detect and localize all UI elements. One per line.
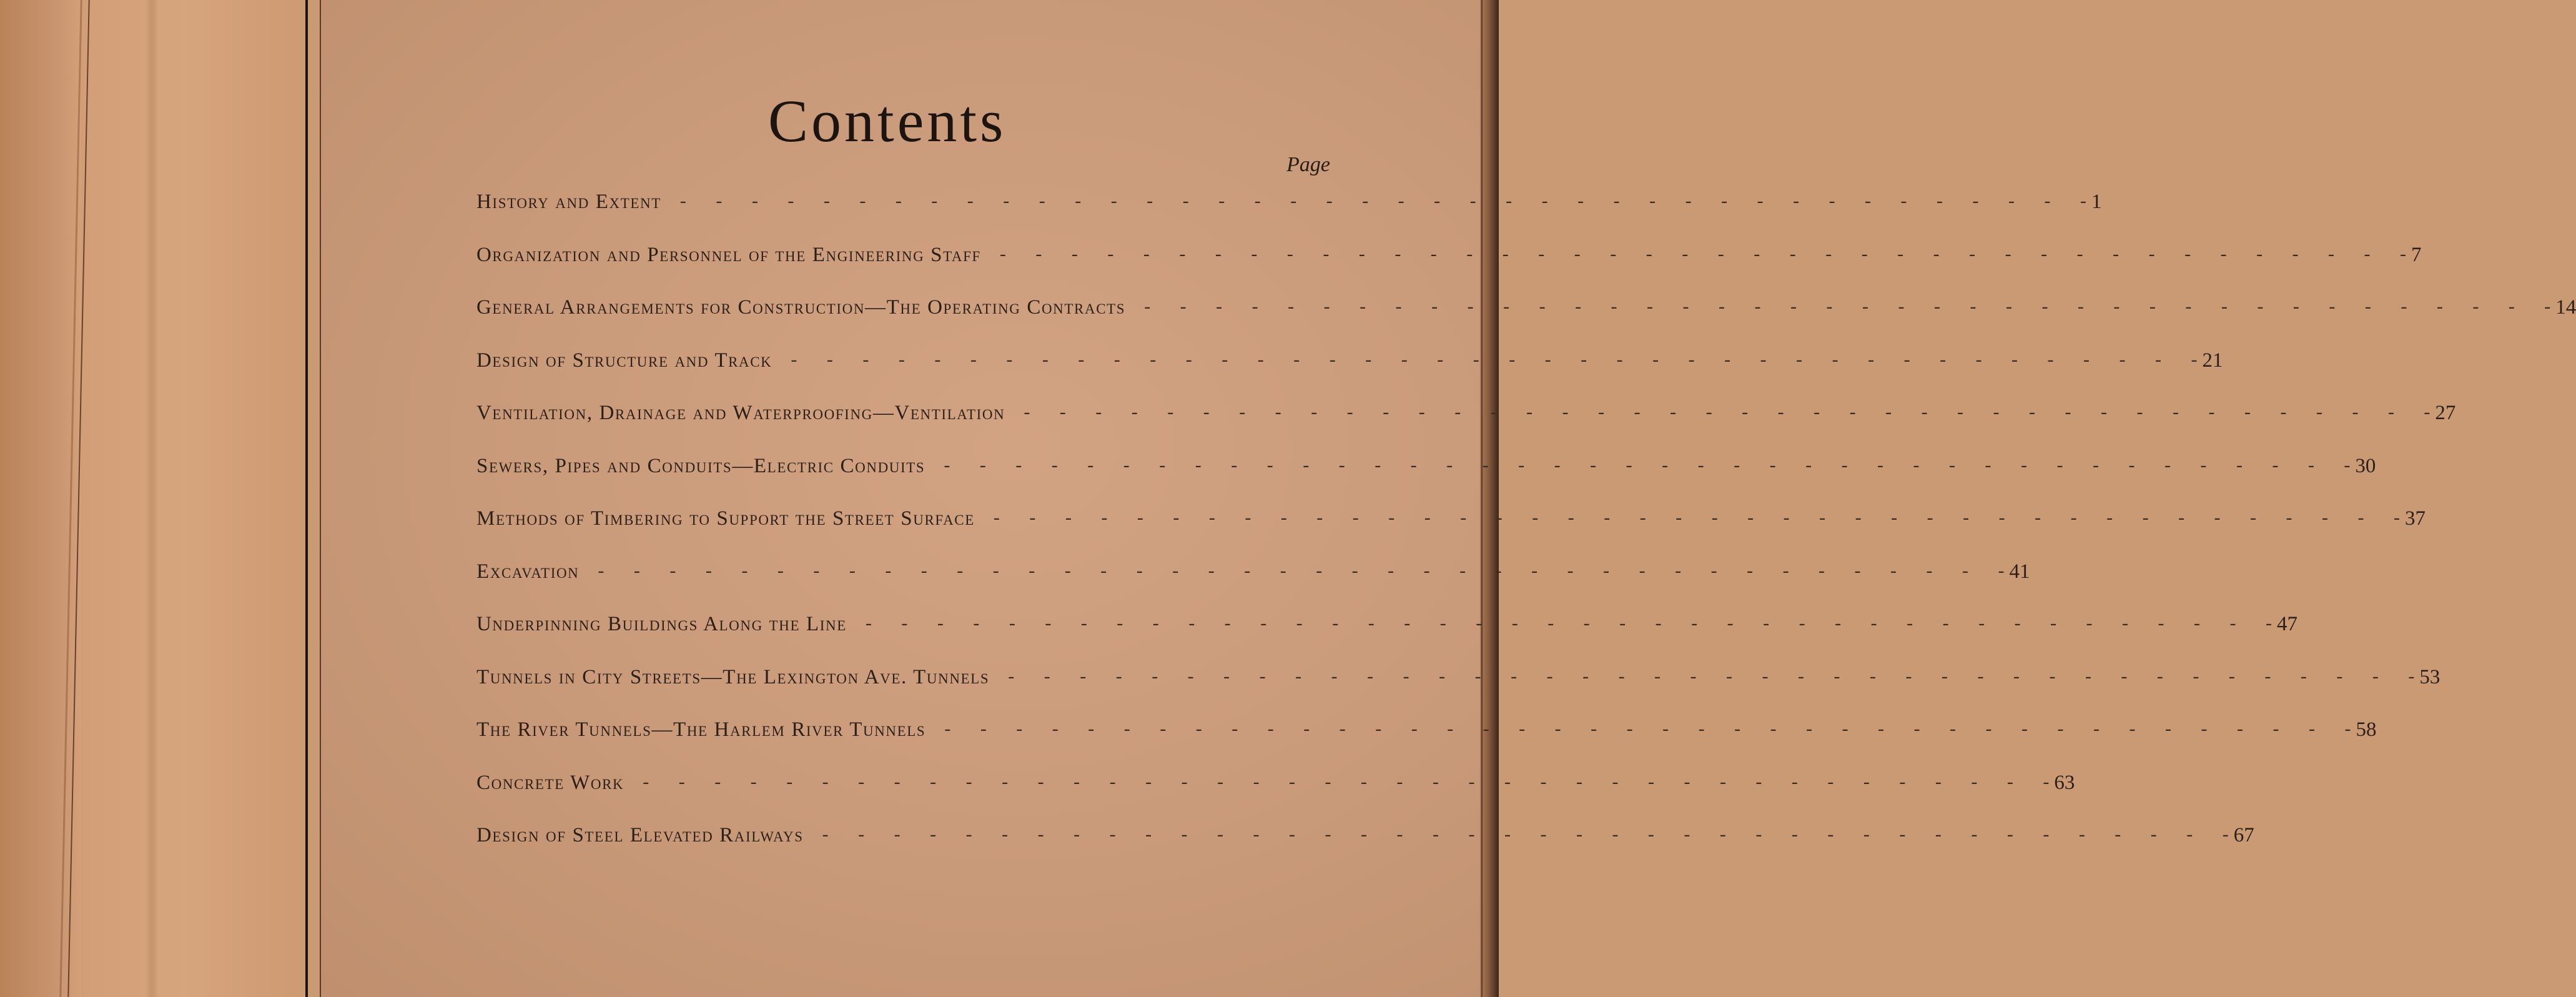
toc-entry-page: 47 — [2276, 613, 2297, 635]
toc-entry — [476, 191, 2102, 245]
toc-entry-title: The River Tunnels—The Harlem River Tunnels — [476, 718, 926, 741]
toc-entry — [476, 665, 2440, 720]
toc-dot-leader: - - - - - - - - - - - - - - - - - - - - - - - - - - - - - - - - - - - - - - - - — [944, 718, 2351, 739]
toc-entry-page: 41 — [2009, 560, 2030, 583]
toc-dot-leader: - - - - - - - - - - - - - - - - - - - - - - - - - - - - - - - - - - - - - - - - — [822, 824, 2229, 845]
toc-entry — [476, 296, 2576, 350]
toc-entry — [476, 771, 2075, 826]
toc-entry-page: 67 — [2233, 824, 2254, 846]
toc-dot-leader: - - - - - - - - - - - - - - - - - - - - - - - - - - - - - - - - - - - - - - - - — [1008, 665, 2415, 687]
page-right-rule — [1481, 0, 1483, 997]
toc-entry — [476, 613, 2297, 667]
toc-dot-leader: - - - - - - - - - - - - - - - - - - - - - - - - - - - - - - - - - - - - - - - - — [999, 243, 2407, 264]
gutter-rule — [305, 0, 308, 997]
toc-entry-page: 21 — [2202, 349, 2223, 372]
toc-entry-title: General Arrangements for Construction—The Operating Contracts — [476, 296, 1126, 319]
toc-entry-title: Design of Steel Elevated Railways — [476, 824, 804, 846]
page-fold — [0, 0, 81, 997]
toc-dot-leader: - - - - - - - - - - - - - - - - - - - - - - - - - - - - - - - - - - - - - - - - — [643, 771, 2050, 792]
toc-entry-title: Concrete Work — [476, 771, 624, 794]
toc-entry — [476, 718, 2377, 773]
toc-entry-page: 63 — [2054, 771, 2075, 794]
toc-entry-page: 37 — [2405, 507, 2425, 530]
toc-entry-page: 58 — [2356, 718, 2377, 741]
toc-entry — [476, 454, 2376, 509]
toc-entry — [476, 349, 2223, 404]
toc-entry — [476, 824, 2254, 878]
toc-entry-page: 53 — [2419, 665, 2440, 688]
toc-entry-title: Organization and Personnel of the Engineering Staff — [476, 243, 981, 266]
toc-dot-leader: - - - - - - - - - - - - - - - - - - - - - - - - - - - - - - - - - - - - - - - - — [1144, 296, 2551, 317]
toc-dot-leader: - - - - - - - - - - - - - - - - - - - - - - - - - - - - - - - - - - - - - - - - — [993, 507, 2400, 528]
toc-entry — [476, 402, 2456, 456]
toc-entry-title: Underpinning Buildings Along the Line — [476, 613, 847, 635]
toc-entry-page: 27 — [2435, 402, 2456, 424]
toc-dot-leader: - - - - - - - - - - - - - - - - - - - - - - - - - - - - - - - - - - - - - - - - — [679, 191, 2086, 211]
toc-entry-page: 14 — [2555, 296, 2576, 319]
page-column-label: Page — [1286, 153, 1330, 176]
toc-entry — [476, 243, 2422, 298]
toc-entry-title: Methods of Timbering to Support the Street Surface — [476, 507, 975, 530]
page-right-edge — [1480, 0, 1499, 997]
toc-entry-title: Design of Structure and Track — [476, 349, 772, 372]
toc-entry-page: 1 — [2091, 191, 2102, 213]
toc-entry-title: Excavation — [476, 560, 580, 583]
toc-entry — [476, 507, 2425, 562]
toc-entry-title: Tunnels in City Streets—The Lexington Ave. Tunnels — [476, 665, 990, 688]
page-title: Contents — [768, 87, 1007, 154]
toc-entry-title: History and Extent — [476, 191, 661, 213]
toc-dot-leader: - - - - - - - - - - - - - - - - - - - - - - - - - - - - - - - - - - - - - - - - — [944, 454, 2351, 475]
table-of-contents — [476, 191, 2576, 878]
toc-dot-leader: - - - - - - - - - - - - - - - - - - - - - - - - - - - - - - - - - - - - - - - - — [791, 349, 2198, 370]
toc-dot-leader: - - - - - - - - - - - - - - - - - - - - - - - - - - - - - - - - - - - - - - - - — [865, 613, 2272, 633]
toc-dot-leader: - - - - - - - - - - - - - - - - - - - - - - - - - - - - - - - - - - - - - - - - — [1024, 402, 2430, 422]
toc-entry — [476, 560, 2030, 615]
previous-page-edge — [0, 0, 306, 997]
page-edge-shadow — [145, 0, 159, 997]
toc-dot-leader: - - - - - - - - - - - - - - - - - - - - - - - - - - - - - - - - - - - - - - - - — [598, 560, 2005, 581]
toc-entry-title: Ventilation, Drainage and Waterproofing—Ventilation — [476, 402, 1005, 424]
toc-entry-page: 7 — [2411, 243, 2422, 266]
toc-entry-page: 30 — [2355, 454, 2376, 477]
toc-entry-title: Sewers, Pipes and Conduits—Electric Conduits — [476, 454, 925, 477]
